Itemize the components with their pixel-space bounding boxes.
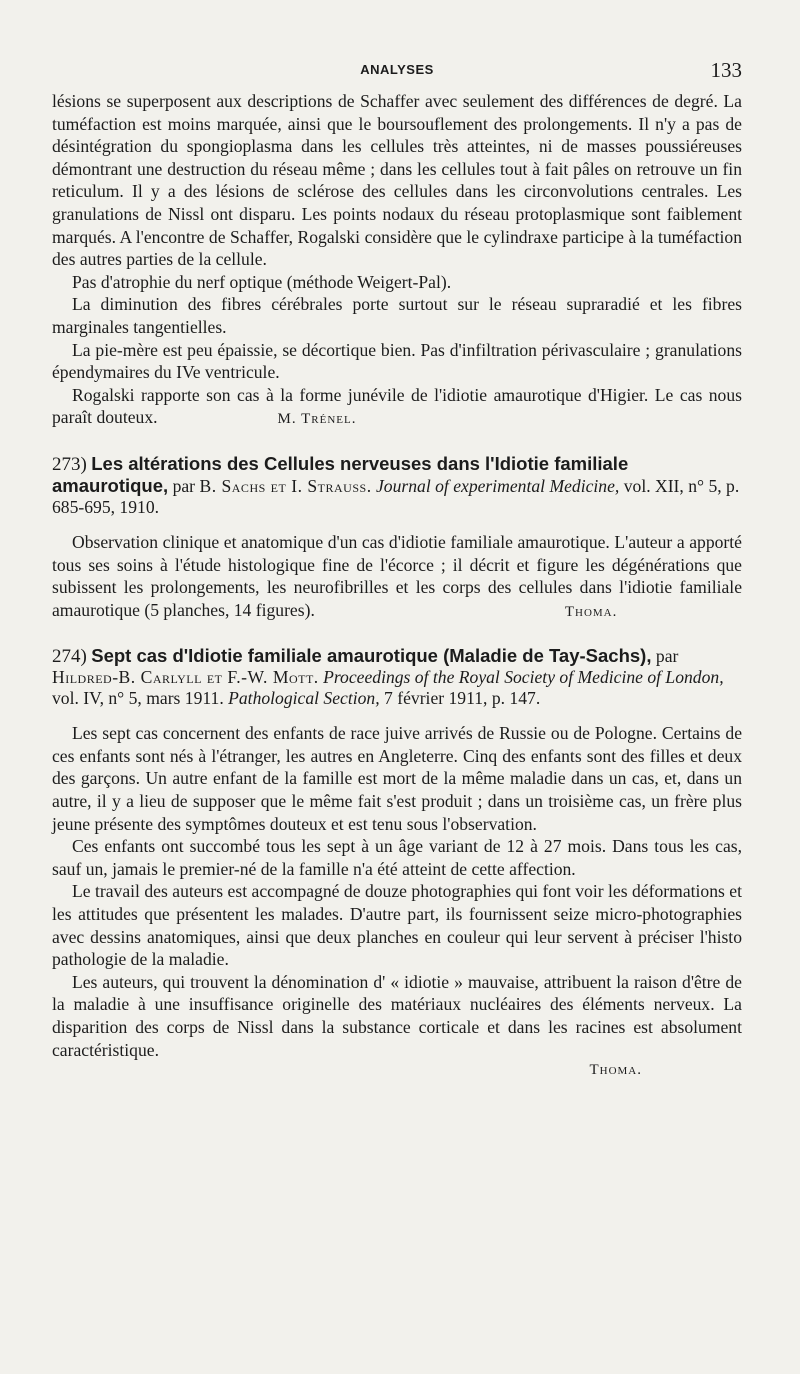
signature-row <box>52 1061 742 1079</box>
paragraph: La diminution des fibres cérébrales porte surtout sur le réseau supraradié et les fibres marginales tangentielles. <box>52 294 742 337</box>
paragraph-text: Rogalski rapporte son cas à la forme junévile de l'idiotie amaurotique d'Higier. Le cas nous paraît douteux. <box>52 384 742 428</box>
journal-ref: 7 février 1911, p. 147. <box>384 688 541 709</box>
journal-ref: vol. IV, n° 5, mars 1911. <box>52 688 224 709</box>
paragraph: Pas d'atrophie du nerf optique (méthode Weigert-Pal). <box>72 271 452 292</box>
paragraph: Le travail des auteurs est accompagné de douze photographies qui font voir les déformations et les attitudes que présentent les malades. D'autre part, ils fournissent seize micro-photographies avec dessins anatomiques, ainsi que deux planches en couleur qui leur servent à préciser l'histo pathologie de la maladie. <box>52 881 742 970</box>
paragraph <box>52 531 742 623</box>
paragraph: Les sept cas concernent des enfants de race juive arrivés de Russie ou de Pologne. Certains de ces enfants sont nés à l'étranger, les autres en Angleterre. Cinq des enfants sont des filles et deux des garçons. Un autre enfant de la famille est mort de la même maladie dans un cas, et, dans un autre, il y a lieu de supposer que le même fait s'est produit ; dans un troisième cas, un frère plus jeune présente des symptômes douteux et est tenu sous l'observation. <box>52 723 742 834</box>
article-authors: B. Sachs et I. Strauss. <box>199 475 372 496</box>
journal-ref: vol. XII, n° 5, p. 685-695, 1910. <box>52 475 740 517</box>
paragraph-text: Observation clinique et anatomique d'un cas d'idiotie familiale amaurotique. L'auteur a apporté tous ses soins à l'étude histologique fine de l'écorce ; il décrit et figure les dégénérations que subissent les prolongements, les neurofibrilles et les corps des cellules dans l'idiotie familiale amaurotique (5 planches, 14 figures). <box>52 531 742 620</box>
article-number: 274) <box>52 646 87 668</box>
paragraph: Ces enfants ont succombé tous les sept à un âge variant de 12 à 27 mois. Dans tous les cas, sauf un, jamais le premier-né de la famille n'a été atteint de cette affection. <box>52 836 742 879</box>
page-number: 133 <box>710 58 742 82</box>
paragraph: lésions se superposent aux descriptions de Schaffer avec seulement des différences de degré. La tuméfaction est moins marquée, ainsi que le boursouflement des prolongements. Il n'y a pas de désintégration du spongioplasma dans les cellules très atteintes, ni de masses poussiéreuses démontrant une destruction du réseau même ; dans les cellules tout à fait pâles on retrouve un fin reticulum. Il y a des lésions de sclérose des cellules dans les circonvolutions centrales. Les granulations de Nissl ont disparu. Les points nodaux du réseau protoplasmique sont faiblement marqués. A l'encontre de Schaffer, Rogalski considère que le cylindraxe participe à la tuméfaction des autres parties de la cellule. <box>52 91 742 270</box>
prev-article <box>52 90 742 431</box>
signature: Thoma. <box>564 603 618 620</box>
article-heading <box>52 645 742 709</box>
by-word: par <box>172 475 196 496</box>
article-274 <box>52 645 742 1079</box>
article-number: 273) <box>52 453 87 475</box>
by-word: par <box>655 646 679 667</box>
signature: M. Trénel. <box>277 411 357 428</box>
paragraph: Les auteurs, qui trouvent la dénomination d' « idiotie » mauvaise, attribuent la raison d'être de la maladie à une insuffisance originelle des matériaux nucléaires des éléments nerveux. La disparition des corps de Nissl dans la substance corticale et dans les racines est absolument caractéristique. <box>52 971 742 1060</box>
article-title: Sept cas d'Idiotie familiale amaurotique (Maladie de Tay-Sachs), <box>91 645 652 667</box>
paragraph <box>52 384 742 431</box>
running-title: ANALYSES <box>360 62 434 77</box>
article-title: Les altérations des Cellules nerveuses dans l'Idiotie familiale amaurotique, <box>52 452 629 496</box>
journal-name: Proceedings of the Royal Society of Medicine of London, <box>323 667 724 688</box>
signature: Thoma. <box>589 1062 642 1079</box>
journal-section: Pathological Section, <box>228 688 380 709</box>
article-authors: Hildred-B. Carlyll et F.-W. Mott. <box>52 667 319 688</box>
article-273 <box>52 453 742 623</box>
journal-name: Journal of experimental Medicine, <box>376 475 620 496</box>
running-head <box>52 58 742 82</box>
paragraph: La pie-mère est peu épaissie, se décortique bien. Pas d'infiltration périvasculaire ; granulations épendymaires du IVe ventricule. <box>52 339 742 383</box>
article-heading <box>52 453 742 518</box>
